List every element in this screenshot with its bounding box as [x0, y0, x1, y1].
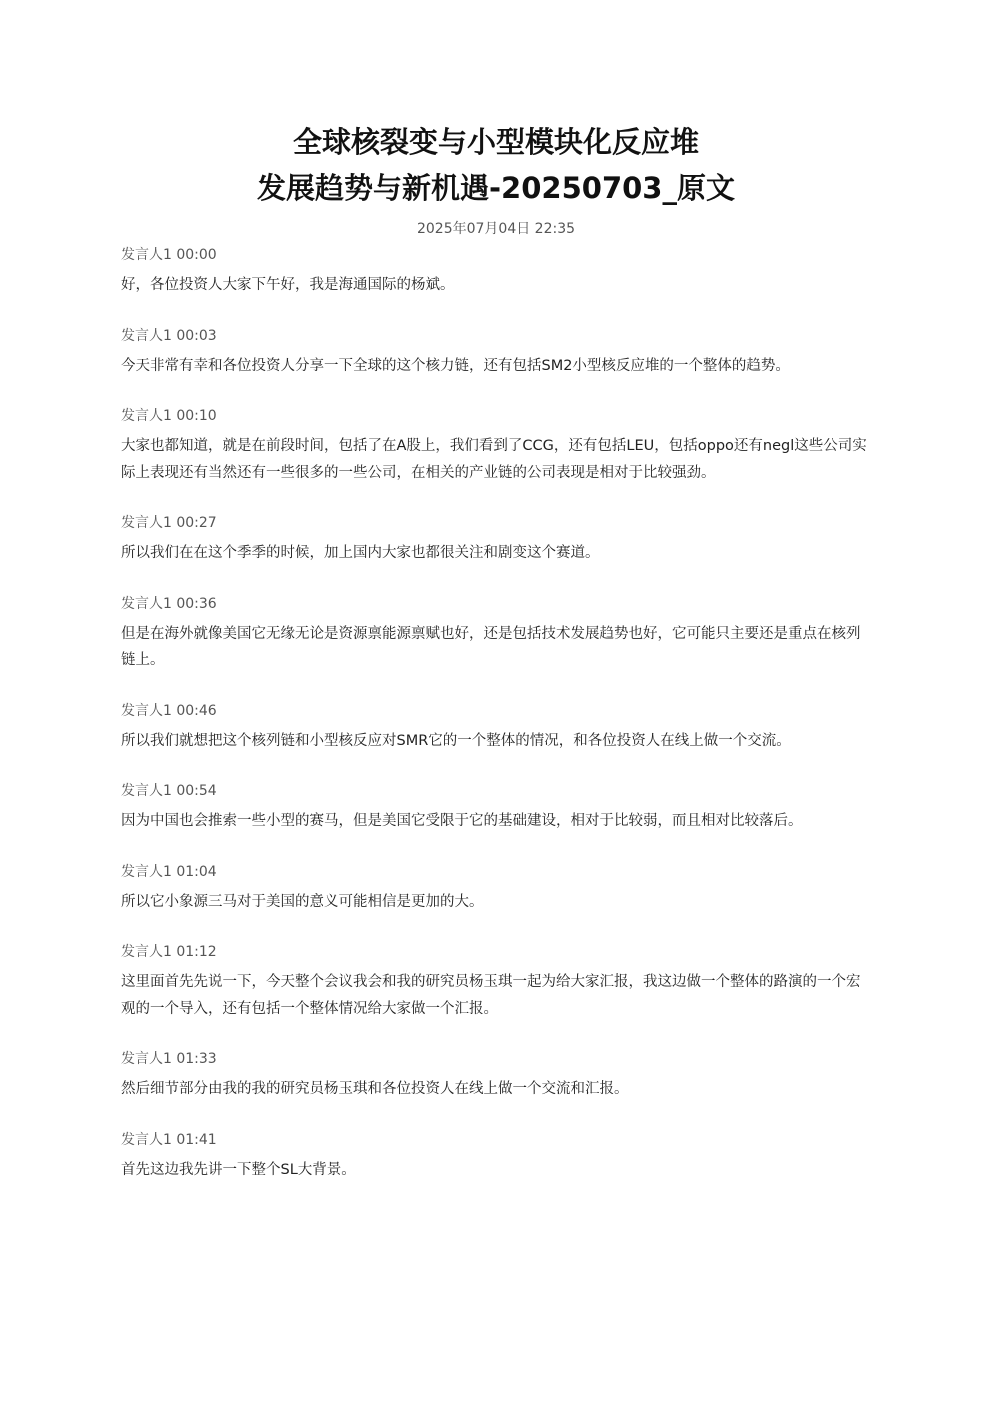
transcript-entry — [121, 1130, 873, 1184]
transcript-entry — [121, 1049, 873, 1103]
document-date: 2025年07月04日 22:35 — [416, 221, 576, 237]
transcript-entry — [121, 406, 873, 486]
speaker-timestamp: 发言人1 01:33 — [121, 1051, 217, 1067]
speaker-timestamp: 发言人1 00:00 — [121, 247, 217, 263]
transcript-entry — [121, 594, 873, 674]
transcript-entry — [121, 942, 873, 1022]
transcript-entry — [121, 326, 873, 380]
utterance-text: 但是在海外就像美国它无缘无论是资源禀能源禀赋也好，还是包括技术发展趋势也好，它可能只主要还是重点在核列链上。 — [121, 625, 861, 668]
utterance-text: 这里面首先先说一下，今天整个会议我会和我的研究员杨玉琪一起为给大家汇报，我这边做一个整体的路演的一个宏观的一个导入，还有包括一个整体情况给大家做一个汇报。 — [121, 974, 861, 1017]
speaker-timestamp: 发言人1 00:46 — [121, 702, 217, 719]
transcript — [121, 245, 873, 1210]
document-title-line1: 全球核裂变与小型模块化反应堆 — [292, 125, 699, 159]
transcript-entry — [121, 245, 873, 299]
speaker-timestamp: 发言人1 01:04 — [121, 863, 217, 880]
speaker-timestamp: 发言人1 00:03 — [121, 327, 217, 344]
speaker-timestamp: 发言人1 00:27 — [121, 515, 217, 531]
utterance-text: 大家也都知道，就是在前段时间，包括了在A股上，我们看到了CCG，还有包括LEU，包括oppo还有negl这些公司实际上表现还有当然还有一些很多的一些公司，在相关的产业链的公司表现是相对于比较强劲。 — [121, 438, 867, 481]
speaker-timestamp: 发言人1 00:10 — [121, 408, 217, 424]
speaker-timestamp: 发言人1 01:41 — [121, 1131, 217, 1148]
utterance-text: 然后细节部分由我的我的研究员杨玉琪和各位投资人在线上做一个交流和汇报。 — [121, 1081, 629, 1097]
utterance-text: 首先这边我先讲一下整个SL大背景。 — [121, 1161, 356, 1178]
speaker-timestamp: 发言人1 00:36 — [121, 595, 217, 612]
utterance-text: 所以我们就想把这个核列链和小型核反应对SMR它的一个整体的情况，和各位投资人在线上做一个交流。 — [121, 732, 791, 749]
utterance-text: 所以它小象源三马对于美国的意义可能相信是更加的大。 — [121, 893, 484, 910]
transcript-entry — [121, 701, 873, 755]
utterance-text: 好，各位投资人大家下午好，我是海通国际的杨斌。 — [121, 277, 455, 293]
speaker-timestamp: 发言人1 00:54 — [121, 783, 217, 799]
transcript-entry — [121, 513, 873, 567]
utterance-text: 因为中国也会推索一些小型的赛马，但是美国它受限于它的基础建设，相对于比较弱，而且相对比较落后。 — [121, 813, 803, 829]
speaker-timestamp: 发言人1 01:12 — [121, 944, 217, 960]
utterance-text: 今天非常有幸和各位投资人分享一下全球的这个核力链，还有包括SM2小型核反应堆的一个整体的趋势。 — [121, 357, 790, 374]
document-title-line2: 发展趋势与新机遇-20250703_原文 — [257, 171, 735, 205]
transcript-entry — [121, 862, 873, 916]
transcript-entry — [121, 781, 873, 835]
utterance-text: 所以我们在在这个季季的时候，加上国内大家也都很关注和剧变这个赛道。 — [121, 545, 600, 561]
